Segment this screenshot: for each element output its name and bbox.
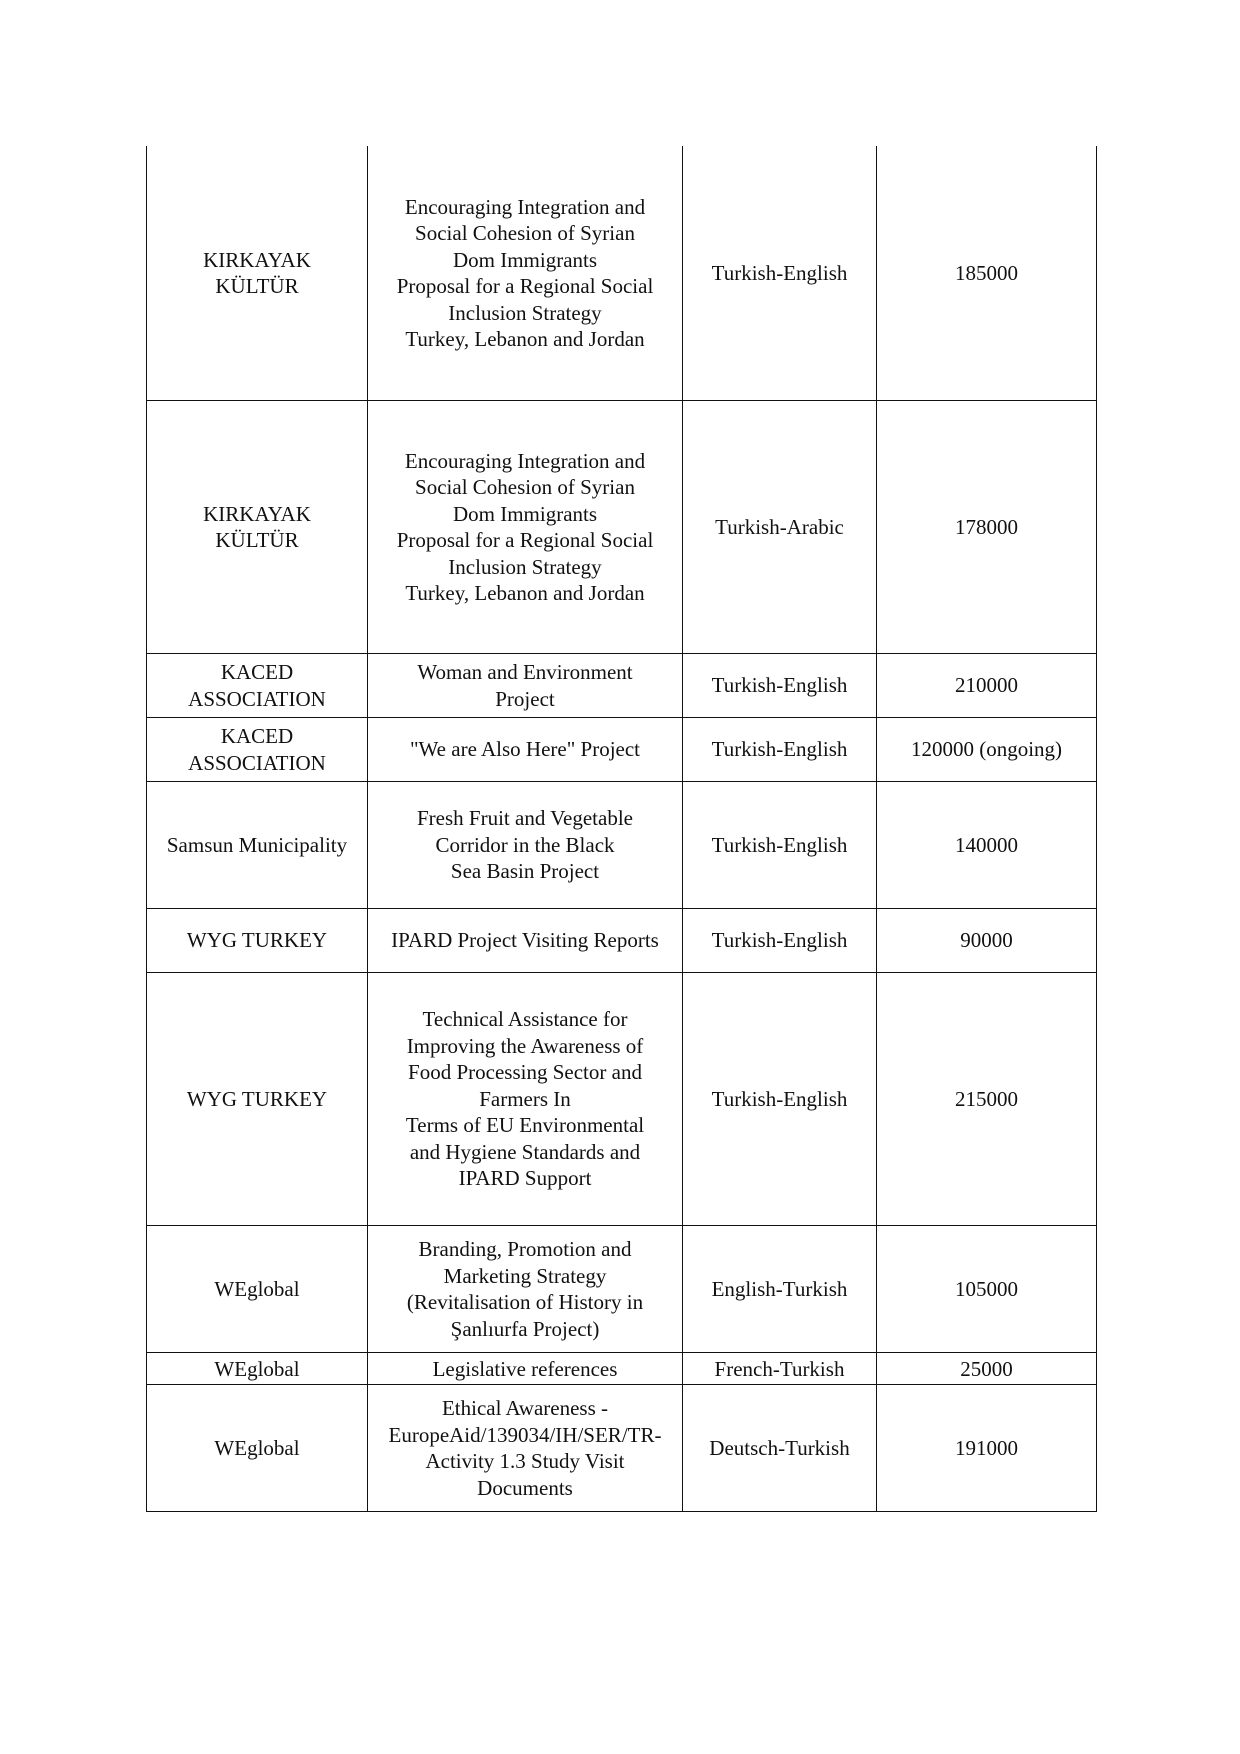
word-count-cell: 120000 (ongoing): [877, 718, 1097, 782]
table-row: [147, 654, 1097, 718]
word-count-cell: 215000: [877, 973, 1097, 1226]
table-row: [147, 782, 1097, 909]
table-row: [147, 401, 1097, 654]
language-pair-cell: French-Turkish: [683, 1353, 877, 1385]
client-cell: WYG TURKEY: [147, 909, 368, 973]
project-cell: Ethical Awareness - EuropeAid/139034/IH/SER/TR- Activity 1.3 Study Visit Documents: [368, 1385, 683, 1512]
project-cell: Fresh Fruit and Vegetable Corridor in the Black Sea Basin Project: [368, 782, 683, 909]
client-cell: KIRKAYAK KÜLTÜR: [147, 146, 368, 401]
client-cell: KIRKAYAK KÜLTÜR: [147, 401, 368, 654]
client-cell: KACED ASSOCIATION: [147, 654, 368, 718]
word-count-cell: 105000: [877, 1226, 1097, 1353]
word-count-cell: 178000: [877, 401, 1097, 654]
language-pair-cell: English-Turkish: [683, 1226, 877, 1353]
word-count-cell: 25000: [877, 1353, 1097, 1385]
table-row: [147, 1385, 1097, 1512]
language-pair-cell: Turkish-English: [683, 654, 877, 718]
table-row: [147, 1226, 1097, 1353]
word-count-cell: 140000: [877, 782, 1097, 909]
project-cell: Encouraging Integration and Social Cohesion of Syrian Dom Immigrants Proposal for a Regional Social Inclusion Strategy Turkey, Lebanon and Jordan: [368, 146, 683, 401]
client-cell: WEglobal: [147, 1385, 368, 1512]
word-count-cell: 210000: [877, 654, 1097, 718]
table-row: [147, 718, 1097, 782]
language-pair-cell: Deutsch-Turkish: [683, 1385, 877, 1512]
client-cell: KACED ASSOCIATION: [147, 718, 368, 782]
language-pair-cell: Turkish-Arabic: [683, 401, 877, 654]
client-cell: Samsun Municipality: [147, 782, 368, 909]
language-pair-cell: Turkish-English: [683, 973, 877, 1226]
project-cell: Branding, Promotion and Marketing Strategy (Revitalisation of History in Şanlıurfa Project): [368, 1226, 683, 1353]
language-pair-cell: Turkish-English: [683, 782, 877, 909]
project-cell: Woman and Environment Project: [368, 654, 683, 718]
word-count-cell: 185000: [877, 146, 1097, 401]
language-pair-cell: Turkish-English: [683, 909, 877, 973]
projects-table: [146, 146, 1097, 1512]
table-row: [147, 146, 1097, 401]
client-cell: WYG TURKEY: [147, 973, 368, 1226]
language-pair-cell: Turkish-English: [683, 146, 877, 401]
client-cell: WEglobal: [147, 1226, 368, 1353]
table-row: [147, 1353, 1097, 1385]
project-cell: Legislative references: [368, 1353, 683, 1385]
language-pair-cell: Turkish-English: [683, 718, 877, 782]
table-row: [147, 973, 1097, 1226]
table-row: [147, 909, 1097, 973]
project-cell: IPARD Project Visiting Reports: [368, 909, 683, 973]
project-cell: "We are Also Here" Project: [368, 718, 683, 782]
project-cell: Technical Assistance for Improving the Awareness of Food Processing Sector and Farmers In Terms of EU Environmental and Hygiene Standards and IPARD Support: [368, 973, 683, 1226]
word-count-cell: 191000: [877, 1385, 1097, 1512]
word-count-cell: 90000: [877, 909, 1097, 973]
project-cell: Encouraging Integration and Social Cohesion of Syrian Dom Immigrants Proposal for a Regional Social Inclusion Strategy Turkey, Lebanon and Jordan: [368, 401, 683, 654]
client-cell: WEglobal: [147, 1353, 368, 1385]
